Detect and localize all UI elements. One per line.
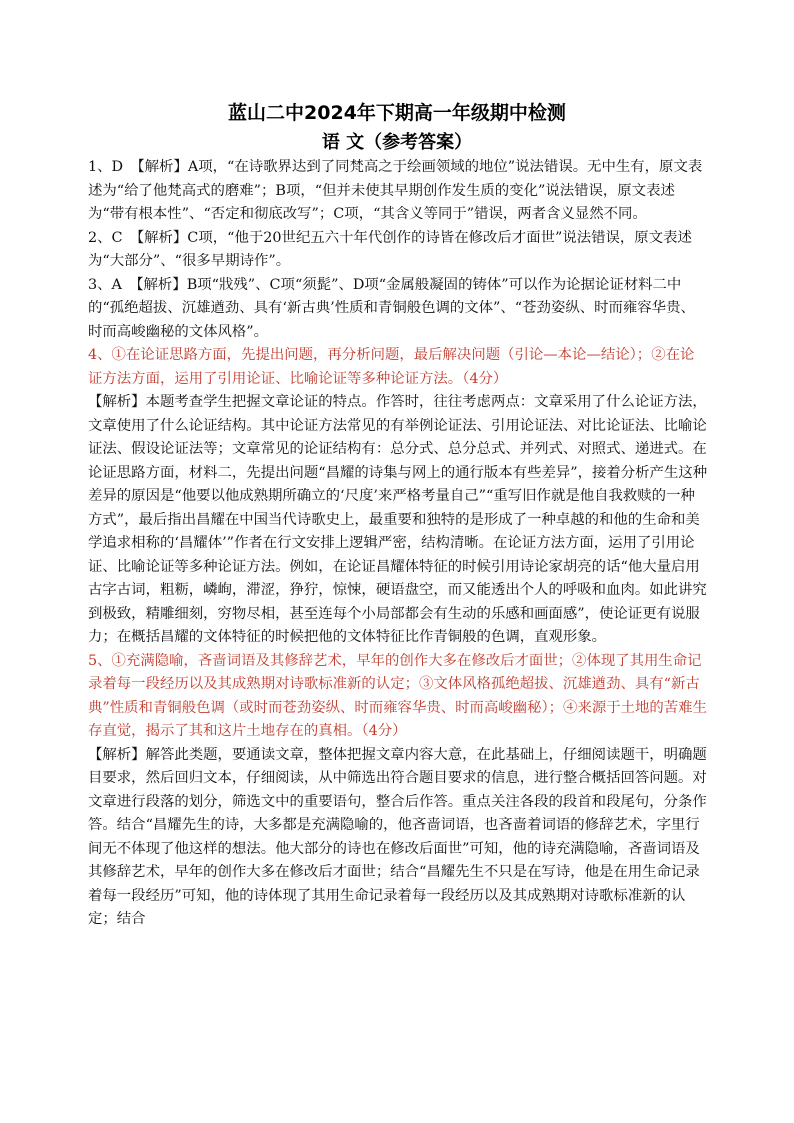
answer-3: 3、A 【解析】B项“戕残”、C项“须髭”、D项“金属般凝固的铸体”可以作为论据论证材料二中的“孤绝超拔、沉雄遒劲、具有‘新古典’性质和青铜般色调的文体”、“苍劲姿纵、时而雍容华贵、时而高峻幽秘的文体风格”。 (88, 276, 695, 340)
answer-2: 2、C 【解析】C项，“他于20世纪五六十年代创作的诗皆在修改后才面世”说法错误，原文表述为“大部分”、“很多早期诗作”。 (88, 229, 692, 269)
school-exam-title: 蓝山二中2024年下期高一年级期中检测 (228, 102, 566, 124)
answer-4-analysis: 【解析】本题考查学生把握文章论证的特点。作答时，往往考虑两点：文章采用了什么论证方法，文章使用了什么论证结构。其中论证方法常见的有举例论证法、引用论证法、对比论证法、比喻论证法、假设论证法等；文章常见的论证结构有：总分式、总分总式、并列式、对照式、递进式。在论证思路方面，材料二，先提出问题“昌耀的诗集与网上的通行版本有些差异”，接着分析产生这种差异的原因是“他要以他成熟期所确立的‘尺度’来严格考量自己”“重写旧作就是他自我救赎的一种方式”，最后指出昌耀在中国当代诗歌史上，最重要和独特的是形成了一种卓越的和他的生命和美学追求相称的‘昌耀体’”作者在行文安排上逻辑严密，结构清晰。在论证方法方面，运用了引用论证、比喻论证等多种论证方法。例如，在论证昌耀体特征的时候引用诗论家胡亮的话“他大量启用古字古词，粗粝，嶙峋，滞涩，狰狞，惊悚，硬语盘空，而又能透出个人的呼吸和血肉。如此讲究到极致，精雕细刻，穷物尽相，甚至连每个小局部都会有生动的乐感和画面感”，使论证更有说服力；在概括昌耀的文体特征的时候把他的文体特征比作青铜般的色调，直观形象。 (88, 394, 708, 645)
subject-answer-title: 语 文（参考答案） (321, 132, 473, 153)
answer-content (88, 156, 708, 932)
answer-4: 4、①在论证思路方面，先提出问题，再分析问题，最后解决问题（引论—本论—结论）；②在论证方法方面，运用了引用论证、比喻论证等多种论证方法。（4分） (88, 347, 695, 387)
answer-1: 1、D 【解析】A项，“在诗歌界达到了同梵高之于绘画领域的地位”说法错误。无中生有，原文表述为“给了他梵高式的磨难”；B项，“但并未使其早期创作发生质的变化”说法错误，原文表述为“带有根本性”、“否定和彻底改写”；C项，“其含义等同于”错误，两者含义显然不同。 (88, 159, 703, 222)
answer-5: 5、①充满隐喻，吝啬词语及其修辞艺术，早年的创作大多在修改后才面世；②体现了其用生命记录着每一段经历以及其成熟期对诗歌标准新的认定；③文体风格孤绝超拔、沉雄遒劲、具有“新古典”性质和青铜般色调（或时而苍劲姿纵、时而雍容华贵、时而高峻幽秘）；④来源于土地的苦难生存直觉，揭示了其和这片土地存在的真相。（4分） (88, 652, 707, 739)
answer-5-analysis: 【解析】解答此类题，要通读文章，整体把握文章内容大意，在此基础上，仔细阅读题干，明确题目要求，然后回归文本，仔细阅读，从中筛选出符合题目要求的信息，进行整合概括回答问题。对文章进行段落的划分，筛选文中的重要语句，整合后作答。重点关注各段的段首和段尾句，分条作答。结合“昌耀先生的诗，大多都是充满隐喻的，他吝啬词语，也吝啬着词语的修辞艺术，字里行间无不体现了他这样的想法。他大部分的诗也在修改后面世”可知，他的诗充满隐喻，吝啬词语及其修辞艺术，早年的创作大多在修改后才面世；结合“昌耀先生不只是在写诗，他是在用生命记录着每一段经历”可知，他的诗体现了其用生命记录着每一段经历以及其成熟期对诗歌标准新的认定；结合 (88, 746, 707, 927)
